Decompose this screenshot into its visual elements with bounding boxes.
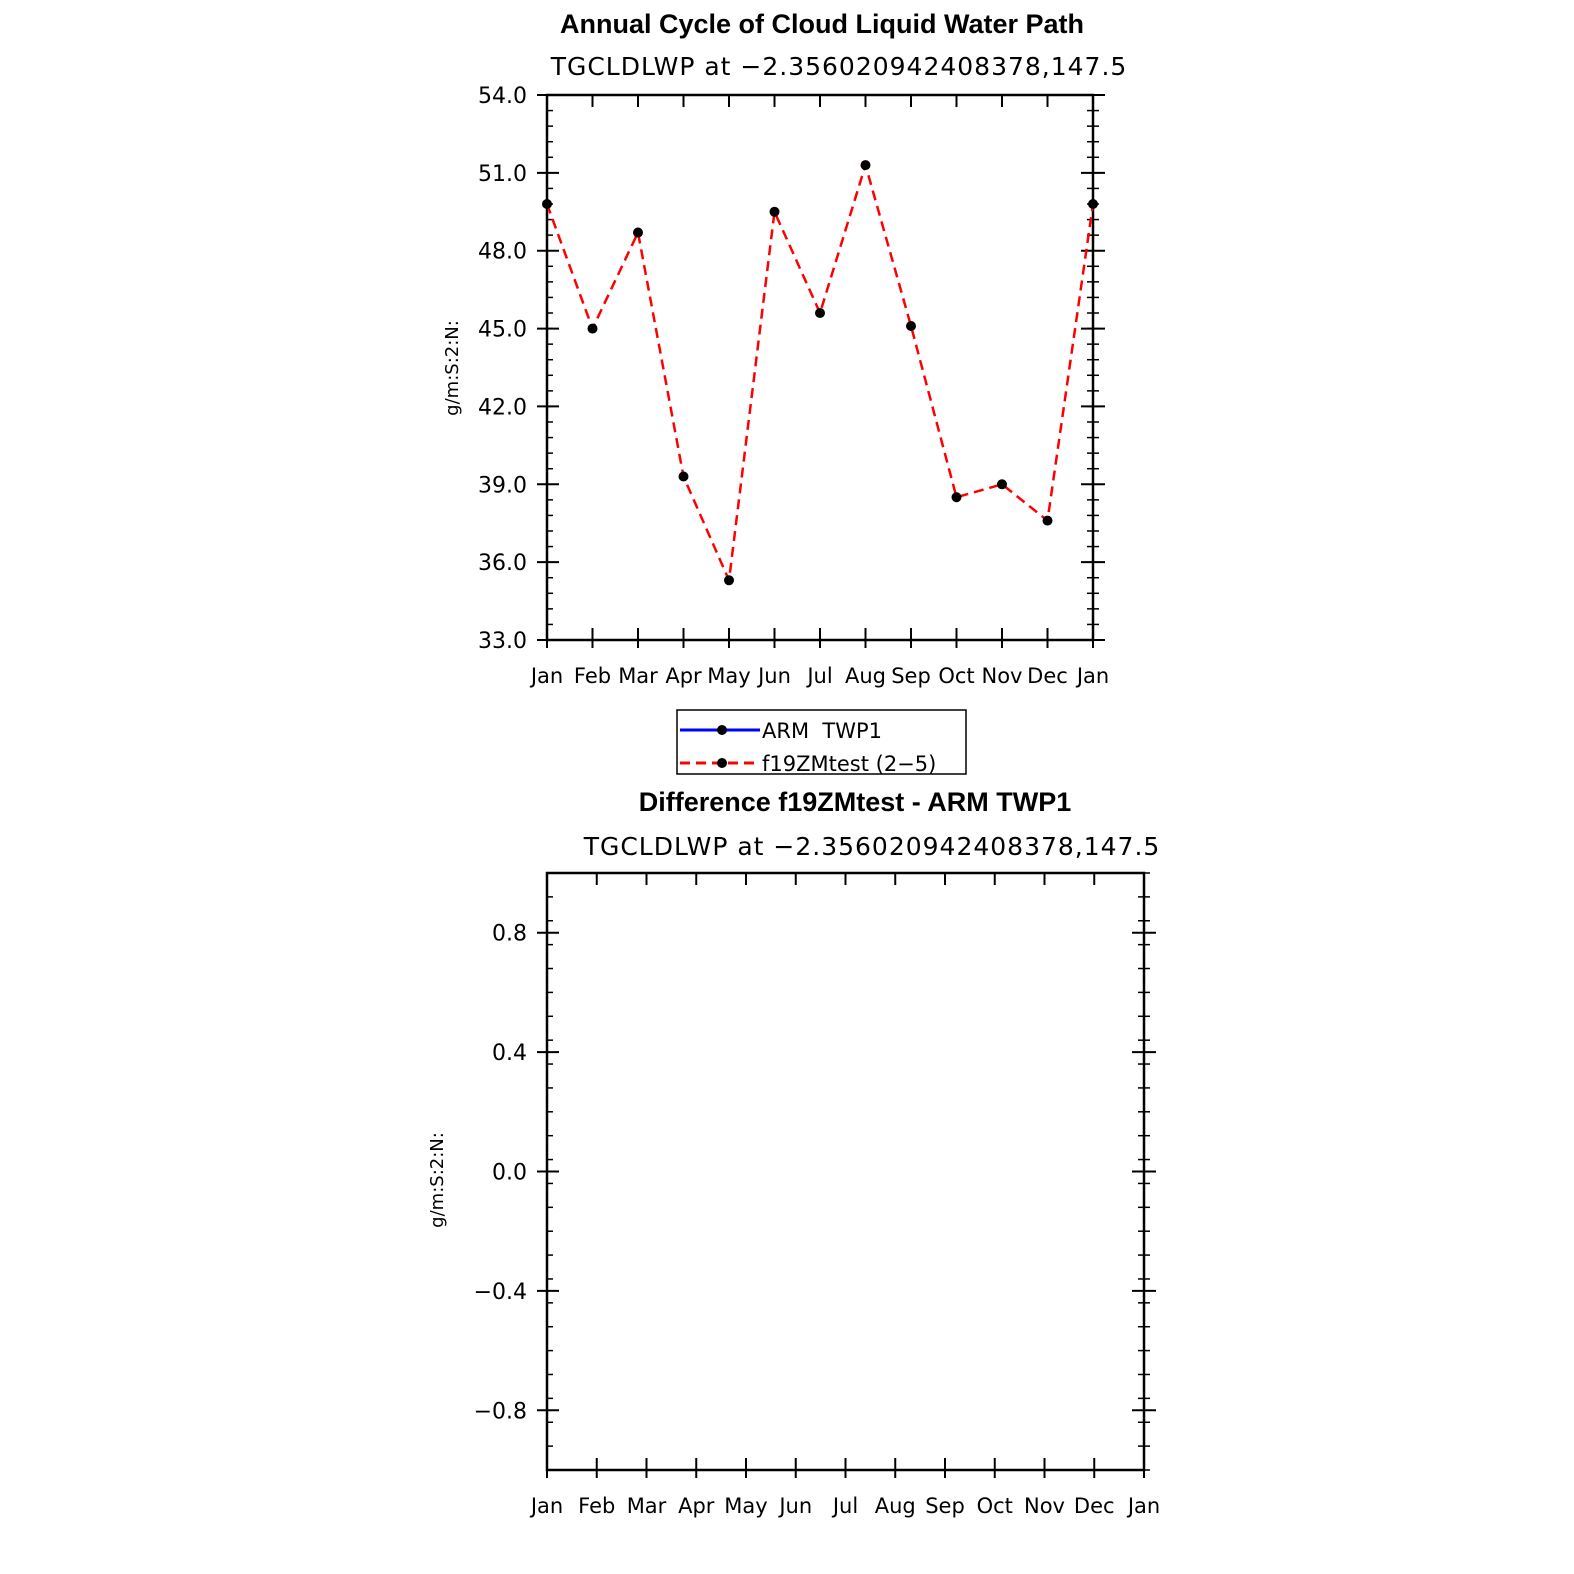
x-tick-label: Aug: [844, 664, 887, 688]
x-tick-label: Feb: [573, 664, 612, 688]
y-tick-label: 36.0: [478, 551, 527, 577]
x-tick-label: Mar: [618, 664, 658, 688]
legend-label-model: f19ZMtest (2−5): [762, 752, 937, 776]
legend: [677, 710, 966, 776]
data-point: [997, 479, 1007, 489]
y-axis-label: g/m:S:2:N:: [427, 1132, 448, 1228]
chart-title: Annual Cycle of Cloud Liquid Water Path: [559, 9, 1085, 39]
data-point: [633, 228, 643, 238]
data-point: [815, 308, 825, 318]
plot-frame: [547, 95, 1093, 640]
data-point: [906, 321, 916, 331]
x-tick-label: Dec: [1027, 664, 1068, 688]
difference-chart: [427, 787, 1160, 1518]
x-tick-label: Oct: [938, 664, 975, 688]
legend-marker-model: [717, 758, 727, 768]
legend-item-arm: [680, 719, 882, 743]
data-point: [952, 492, 962, 502]
y-tick-label: 48.0: [478, 239, 527, 265]
x-tick-label: May: [707, 664, 751, 688]
x-tick-label: May: [724, 1494, 768, 1518]
x-tick-label: Jan: [1127, 1494, 1161, 1518]
y-tick-label: 0.4: [492, 1041, 527, 1067]
x-tick-label: Jul: [832, 1494, 859, 1518]
x-tick-label: Aug: [874, 1494, 916, 1518]
y-tick-label: 45.0: [478, 317, 527, 343]
data-point: [861, 160, 871, 170]
y-tick-label: 54.0: [478, 84, 527, 109]
legend-marker-arm: [717, 725, 727, 735]
series-line: [547, 165, 1093, 580]
data-point: [588, 324, 598, 334]
y-tick-label: 42.0: [478, 395, 527, 421]
y-tick-label: −0.8: [473, 1399, 527, 1425]
data-point: [1043, 516, 1053, 526]
chart-title: Difference f19ZMtest - ARM TWP1: [638, 787, 1072, 817]
chart-subtitle: TGCLDLWP at −2.356020942408378,147.5: [583, 832, 1161, 861]
x-tick-label: Sep: [925, 1494, 965, 1518]
y-tick-label: 39.0: [478, 473, 527, 499]
plot-frame: [547, 873, 1144, 1470]
x-tick-label: Jun: [758, 664, 791, 688]
data-point: [724, 575, 734, 585]
chart-subtitle: TGCLDLWP at −2.356020942408378,147.5: [550, 52, 1128, 81]
x-tick-label: Dec: [1073, 1494, 1115, 1518]
y-tick-label: −0.4: [473, 1279, 527, 1305]
x-tick-label: Jan: [530, 1494, 564, 1518]
x-tick-label: Apr: [678, 1494, 715, 1518]
y-tick-label: 51.0: [478, 161, 527, 187]
x-tick-label: Sep: [891, 664, 931, 688]
y-tick-label: 0.0: [492, 1160, 527, 1186]
x-tick-label: Mar: [626, 1494, 667, 1518]
y-tick-label: 33.0: [478, 629, 527, 654]
y-tick-label: 0.8: [492, 921, 527, 947]
x-tick-label: Nov: [981, 664, 1023, 688]
data-point: [770, 207, 780, 217]
x-tick-label: Nov: [1024, 1494, 1065, 1518]
x-tick-label: Jun: [779, 1494, 813, 1518]
legend-item-model: [680, 752, 936, 776]
data-point: [542, 199, 552, 209]
x-tick-label: Oct: [976, 1494, 1013, 1518]
x-tick-label: Apr: [665, 664, 702, 688]
y-axis-label: g/m:S:2:N:: [442, 320, 463, 416]
x-tick-label: Jan: [530, 664, 564, 688]
x-tick-label: Jan: [1076, 664, 1110, 688]
annual-cycle-chart: [442, 9, 1127, 688]
legend-label-arm: ARM TWP1: [762, 719, 883, 743]
data-point: [679, 472, 689, 482]
data-point: [1088, 199, 1098, 209]
x-tick-label: Jul: [807, 664, 833, 688]
x-tick-label: Feb: [578, 1494, 616, 1518]
